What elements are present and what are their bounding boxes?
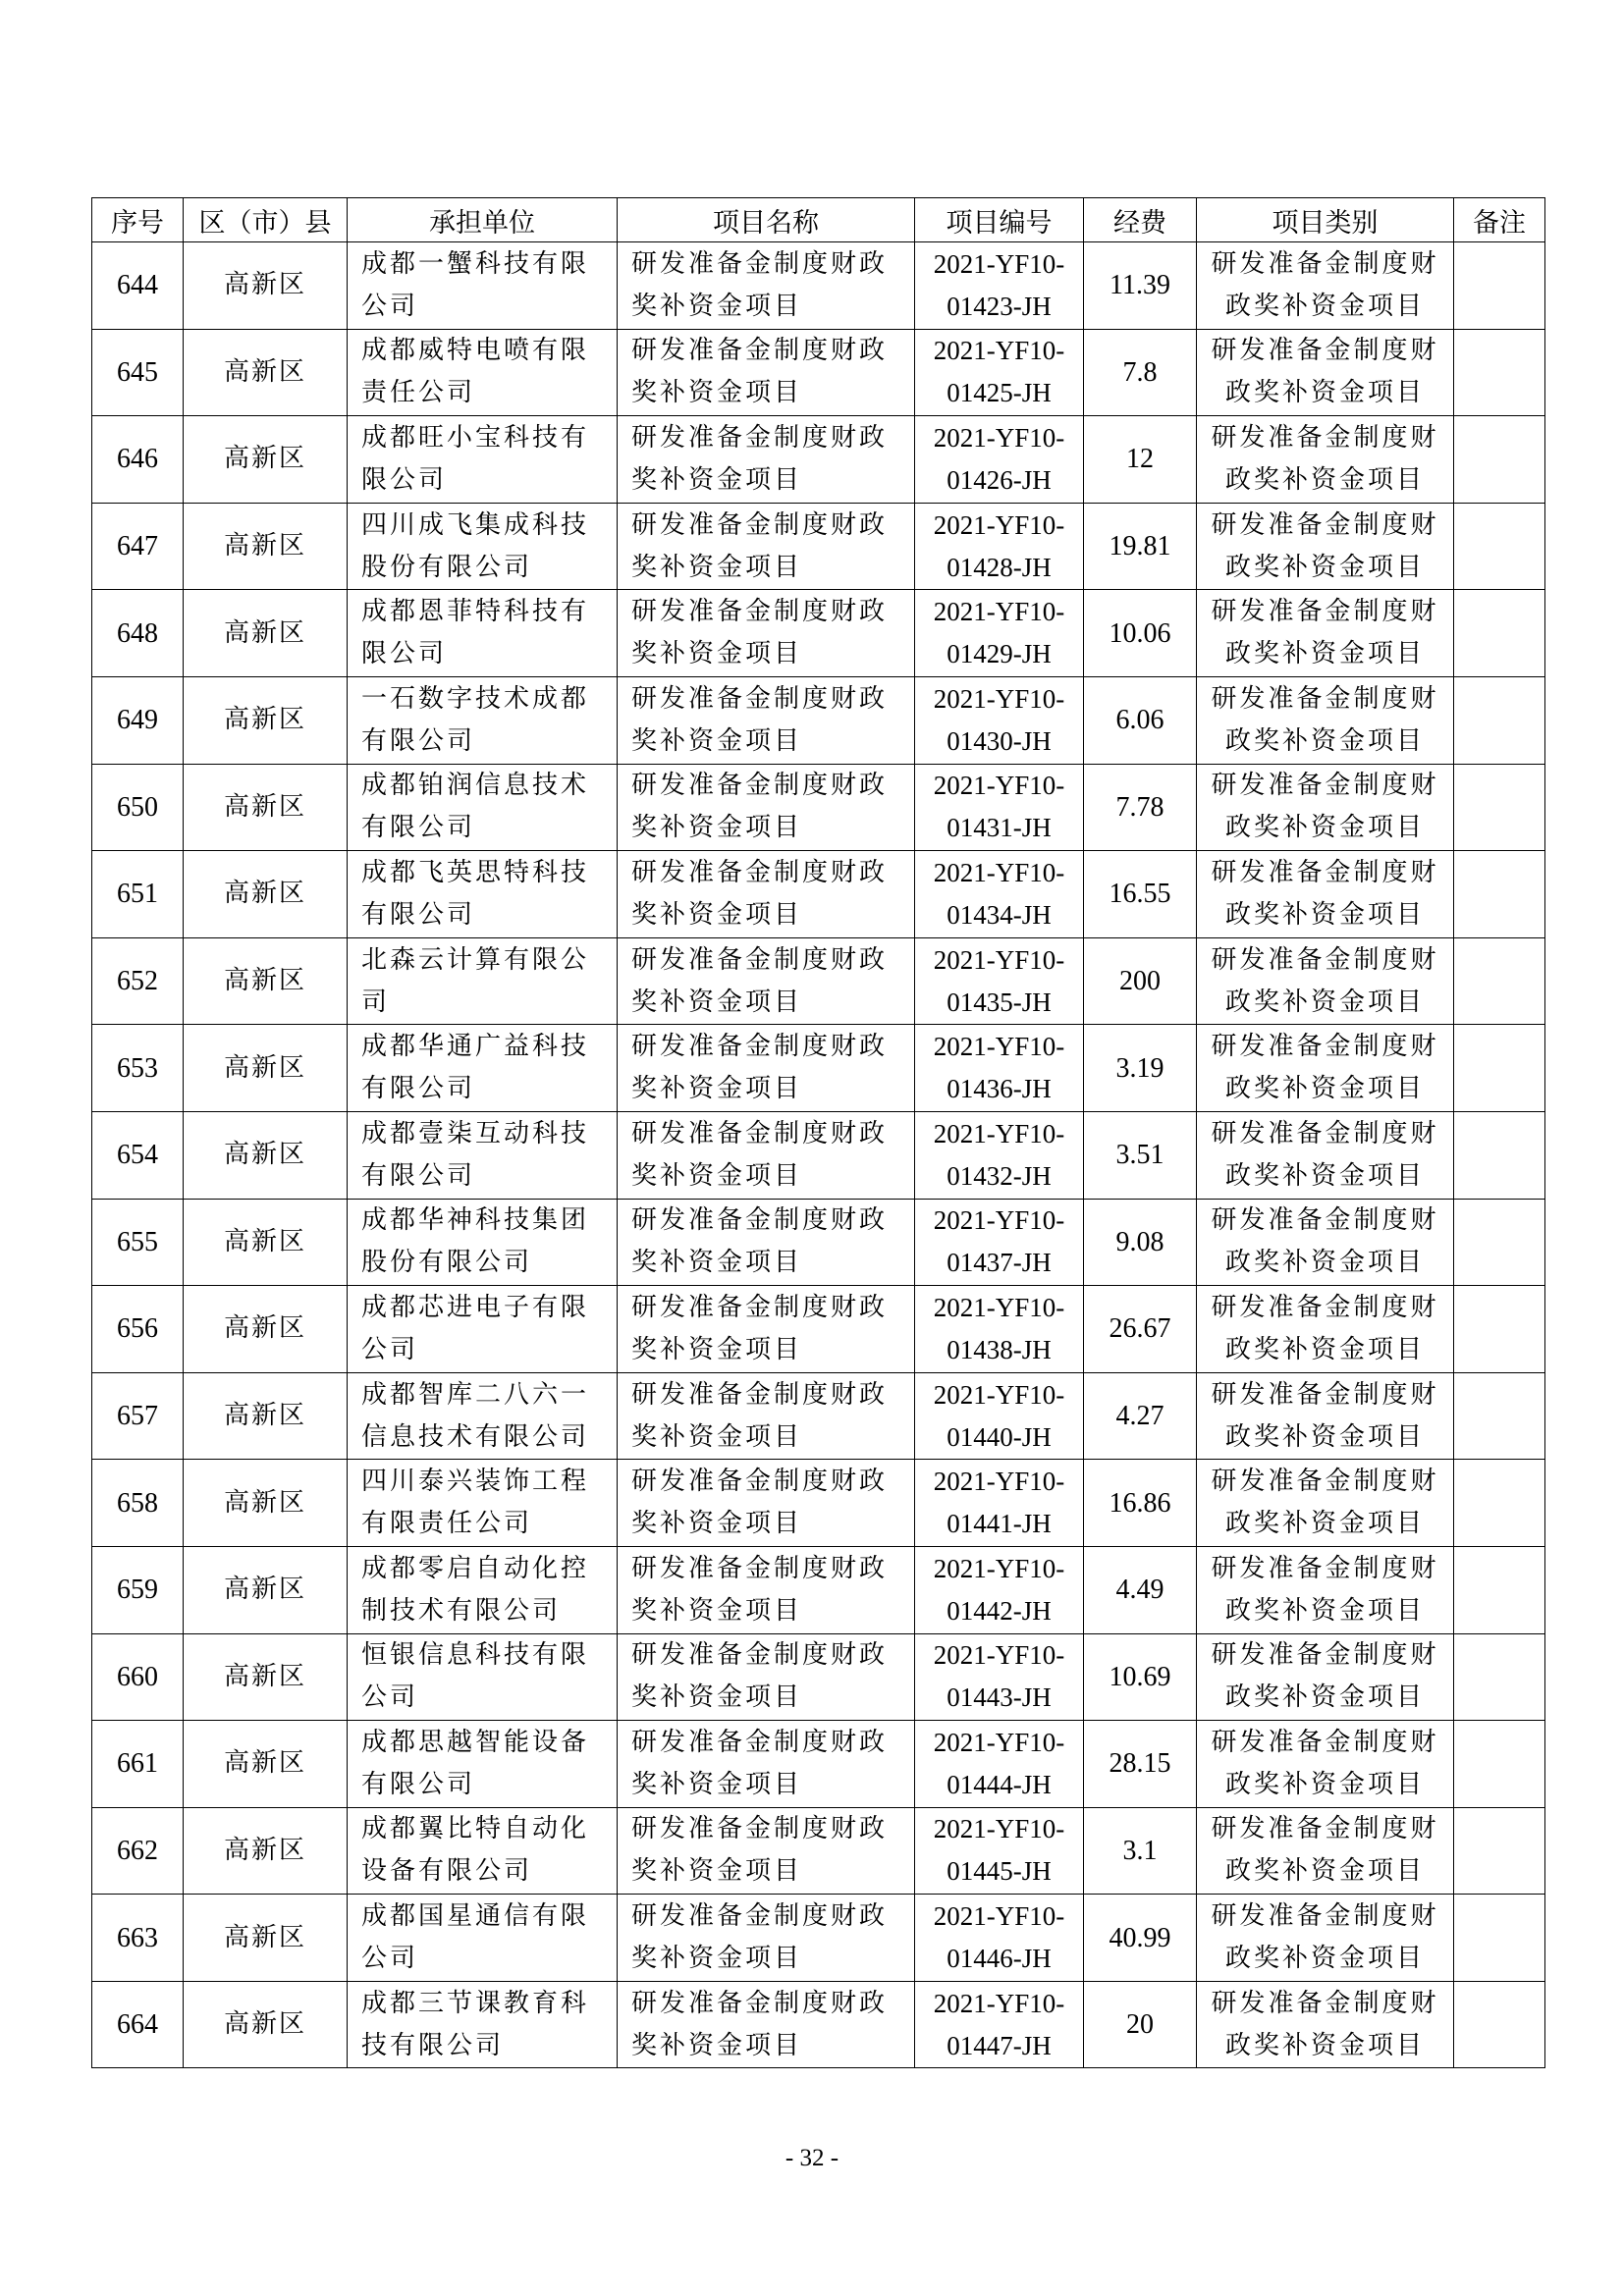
cell-category [1197, 1286, 1454, 1373]
cell-category [1197, 676, 1454, 764]
category-line-1: 研发准备金制度财 [1211, 422, 1439, 453]
cell-note [1454, 1372, 1545, 1460]
cell-project-name: 研发准备金制度财政奖补资金项目 [618, 1981, 915, 2068]
code-line-1: 2021-YF10- [933, 857, 1065, 887]
table-row [92, 1721, 1545, 1808]
cell-project-name: 研发准备金制度财政奖补资金项目 [618, 1721, 915, 1808]
cell-unit: 成都翼比特自动化设备有限公司 [348, 1807, 618, 1895]
category-line-2: 政奖补资金项目 [1224, 725, 1425, 756]
table-row [92, 764, 1545, 851]
cell-project-name: 研发准备金制度财政奖补资金项目 [618, 1286, 915, 1373]
header-district: 区（市）县 [184, 198, 348, 242]
category-line-1: 研发准备金制度财 [1211, 771, 1439, 801]
table-row [92, 590, 1545, 677]
cell-fee: 4.27 [1084, 1372, 1197, 1460]
cell-category [1197, 1025, 1454, 1112]
category-line-2: 政奖补资金项目 [1224, 899, 1425, 930]
cell-project-name: 研发准备金制度财政奖补资金项目 [618, 1895, 915, 1982]
category-line-1: 研发准备金制度财 [1211, 509, 1439, 540]
cell-note [1454, 590, 1545, 677]
cell-unit: 成都威特电喷有限责任公司 [348, 329, 618, 416]
cell-index: 654 [92, 1111, 184, 1199]
cell-unit: 四川成飞集成科技股份有限公司 [348, 503, 618, 590]
category-line-2: 政奖补资金项目 [1224, 813, 1425, 843]
cell-project-code [915, 1981, 1084, 2068]
cell-project-name: 研发准备金制度财政奖补资金项目 [618, 1633, 915, 1721]
cell-fee: 10.06 [1084, 590, 1197, 677]
category-line-1: 研发准备金制度财 [1211, 1901, 1439, 1932]
cell-note [1454, 1807, 1545, 1895]
code-line-1: 2021-YF10- [933, 422, 1065, 453]
category-line-2: 政奖补资金项目 [1224, 378, 1425, 408]
cell-district: 高新区 [184, 503, 348, 590]
code-line-2: 01447-JH [947, 2030, 1052, 2060]
cell-index: 647 [92, 503, 184, 590]
cell-index: 648 [92, 590, 184, 677]
cell-unit: 成都国星通信有限公司 [348, 1895, 618, 1982]
cell-category [1197, 1460, 1454, 1547]
cell-index: 657 [92, 1372, 184, 1460]
code-line-1: 2021-YF10- [933, 1814, 1065, 1844]
category-line-1: 研发准备金制度财 [1211, 1640, 1439, 1671]
cell-index: 662 [92, 1807, 184, 1895]
cell-fee: 9.08 [1084, 1199, 1197, 1286]
cell-index: 655 [92, 1199, 184, 1286]
cell-project-name: 研发准备金制度财政奖补资金项目 [618, 590, 915, 677]
cell-index: 656 [92, 1286, 184, 1373]
cell-project-code [915, 329, 1084, 416]
table-row [92, 1025, 1545, 1112]
cell-note [1454, 416, 1545, 504]
cell-note [1454, 1721, 1545, 1808]
table-row [92, 1546, 1545, 1633]
code-line-1: 2021-YF10- [933, 1727, 1065, 1757]
cell-project-code [915, 851, 1084, 938]
cell-unit: 一石数字技术成都有限公司 [348, 676, 618, 764]
cell-district: 高新区 [184, 764, 348, 851]
cell-note [1454, 503, 1545, 590]
code-line-1: 2021-YF10- [933, 336, 1065, 366]
cell-category [1197, 329, 1454, 416]
cell-index: 646 [92, 416, 184, 504]
cell-project-name: 研发准备金制度财政奖补资金项目 [618, 329, 915, 416]
cell-project-code [915, 1372, 1084, 1460]
table-row [92, 937, 1545, 1025]
category-line-2: 政奖补资金项目 [1224, 1248, 1425, 1278]
cell-project-code [915, 242, 1084, 330]
cell-unit: 成都铂润信息技术有限公司 [348, 764, 618, 851]
cell-category [1197, 1633, 1454, 1721]
cell-project-name: 研发准备金制度财政奖补资金项目 [618, 416, 915, 504]
cell-note [1454, 764, 1545, 851]
cell-index: 659 [92, 1546, 184, 1633]
code-line-2: 01444-JH [947, 1769, 1052, 1799]
code-line-2: 01435-JH [947, 987, 1052, 1017]
cell-district: 高新区 [184, 242, 348, 330]
table-body [92, 242, 1545, 2068]
cell-note [1454, 1633, 1545, 1721]
cell-project-code [915, 590, 1084, 677]
cell-district: 高新区 [184, 1895, 348, 1982]
code-line-1: 2021-YF10- [933, 248, 1065, 279]
category-line-2: 政奖补资金项目 [1224, 464, 1425, 495]
category-line-2: 政奖补资金项目 [1224, 1856, 1425, 1887]
cell-index: 658 [92, 1460, 184, 1547]
table-row [92, 1286, 1545, 1373]
cell-fee: 16.55 [1084, 851, 1197, 938]
code-line-2: 01434-JH [947, 899, 1052, 930]
cell-category [1197, 1372, 1454, 1460]
cell-project-code [915, 1895, 1084, 1982]
code-line-1: 2021-YF10- [933, 1553, 1065, 1583]
table-row [92, 1372, 1545, 1460]
category-line-1: 研发准备金制度财 [1211, 1553, 1439, 1583]
header-note: 备注 [1454, 198, 1545, 242]
category-line-2: 政奖补资金项目 [1224, 987, 1425, 1017]
code-line-1: 2021-YF10- [933, 683, 1065, 714]
table-row [92, 1633, 1545, 1721]
cell-note [1454, 851, 1545, 938]
category-line-1: 研发准备金制度财 [1211, 1118, 1439, 1148]
cell-project-name: 研发准备金制度财政奖补资金项目 [618, 1199, 915, 1286]
cell-note [1454, 1286, 1545, 1373]
code-line-2: 01436-JH [947, 1074, 1052, 1104]
cell-project-code [915, 503, 1084, 590]
cell-district: 高新区 [184, 1633, 348, 1721]
cell-unit: 成都华神科技集团股份有限公司 [348, 1199, 618, 1286]
table-row [92, 1807, 1545, 1895]
cell-district: 高新区 [184, 1286, 348, 1373]
table-row [92, 416, 1545, 504]
category-line-1: 研发准备金制度财 [1211, 1727, 1439, 1757]
category-line-2: 政奖补资金项目 [1224, 1595, 1425, 1626]
cell-unit: 成都恩菲特科技有限公司 [348, 590, 618, 677]
cell-unit: 成都芯进电子有限公司 [348, 1286, 618, 1373]
cell-unit: 北森云计算有限公司 [348, 937, 618, 1025]
code-line-1: 2021-YF10- [933, 1205, 1065, 1236]
cell-project-name: 研发准备金制度财政奖补资金项目 [618, 242, 915, 330]
header-fee: 经费 [1084, 198, 1197, 242]
cell-fee: 4.49 [1084, 1546, 1197, 1633]
cell-district: 高新区 [184, 851, 348, 938]
code-line-1: 2021-YF10- [933, 1292, 1065, 1322]
cell-unit: 恒银信息科技有限公司 [348, 1633, 618, 1721]
table-row [92, 242, 1545, 330]
category-line-2: 政奖补资金项目 [1224, 1682, 1425, 1713]
cell-project-code [915, 1546, 1084, 1633]
code-line-2: 01426-JH [947, 464, 1052, 495]
cell-note [1454, 1111, 1545, 1199]
category-line-1: 研发准备金制度财 [1211, 1467, 1439, 1497]
header-unit: 承担单位 [348, 198, 618, 242]
cell-fee: 3.1 [1084, 1807, 1197, 1895]
category-line-1: 研发准备金制度财 [1211, 597, 1439, 627]
code-line-2: 01445-JH [947, 1856, 1052, 1887]
cell-unit: 成都华通广益科技有限公司 [348, 1025, 618, 1112]
table-row [92, 1199, 1545, 1286]
category-line-2: 政奖补资金项目 [1224, 1160, 1425, 1191]
cell-note [1454, 1546, 1545, 1633]
code-line-1: 2021-YF10- [933, 1032, 1065, 1062]
table-row [92, 851, 1545, 938]
table-row [92, 676, 1545, 764]
category-line-1: 研发准备金制度财 [1211, 944, 1439, 975]
cell-fee: 7.8 [1084, 329, 1197, 416]
cell-project-name: 研发准备金制度财政奖补资金项目 [618, 1025, 915, 1112]
cell-district: 高新区 [184, 590, 348, 677]
cell-category [1197, 1721, 1454, 1808]
cell-category [1197, 1807, 1454, 1895]
category-line-2: 政奖补资金项目 [1224, 1944, 1425, 1974]
cell-unit: 四川泰兴装饰工程有限责任公司 [348, 1460, 618, 1547]
code-line-2: 01428-JH [947, 552, 1052, 582]
header-category: 项目类别 [1197, 198, 1454, 242]
cell-district: 高新区 [184, 1721, 348, 1808]
page-number: - 32 - [785, 2145, 839, 2171]
table-row [92, 1460, 1545, 1547]
cell-fee: 12 [1084, 416, 1197, 504]
cell-fee: 26.67 [1084, 1286, 1197, 1373]
cell-index: 663 [92, 1895, 184, 1982]
code-line-2: 01446-JH [947, 1944, 1052, 1974]
cell-index: 661 [92, 1721, 184, 1808]
cell-project-code [915, 1721, 1084, 1808]
cell-project-code [915, 1633, 1084, 1721]
cell-project-name: 研发准备金制度财政奖补资金项目 [618, 1460, 915, 1547]
cell-project-code [915, 1111, 1084, 1199]
cell-project-code [915, 764, 1084, 851]
cell-district: 高新区 [184, 416, 348, 504]
category-line-1: 研发准备金制度财 [1211, 1988, 1439, 2018]
project-table [91, 197, 1545, 2068]
cell-project-code [915, 1286, 1084, 1373]
cell-fee: 3.51 [1084, 1111, 1197, 1199]
cell-project-name: 研发准备金制度财政奖补资金项目 [618, 676, 915, 764]
category-line-2: 政奖补资金项目 [1224, 1509, 1425, 1539]
cell-district: 高新区 [184, 1199, 348, 1286]
cell-project-code [915, 937, 1084, 1025]
cell-note [1454, 1460, 1545, 1547]
cell-district: 高新区 [184, 1807, 348, 1895]
cell-index: 652 [92, 937, 184, 1025]
cell-project-name: 研发准备金制度财政奖补资金项目 [618, 1372, 915, 1460]
cell-category [1197, 1199, 1454, 1286]
cell-project-name: 研发准备金制度财政奖补资金项目 [618, 1546, 915, 1633]
category-line-2: 政奖补资金项目 [1224, 1074, 1425, 1104]
category-line-2: 政奖补资金项目 [1224, 2030, 1425, 2060]
cell-category [1197, 242, 1454, 330]
cell-index: 645 [92, 329, 184, 416]
cell-unit: 成都飞英思特科技有限公司 [348, 851, 618, 938]
cell-index: 649 [92, 676, 184, 764]
cell-project-code [915, 1807, 1084, 1895]
cell-note [1454, 1025, 1545, 1112]
cell-category [1197, 764, 1454, 851]
cell-fee: 11.39 [1084, 242, 1197, 330]
cell-category [1197, 1546, 1454, 1633]
cell-note [1454, 1199, 1545, 1286]
cell-category [1197, 937, 1454, 1025]
cell-project-code [915, 416, 1084, 504]
cell-category [1197, 851, 1454, 938]
category-line-2: 政奖补资金项目 [1224, 1769, 1425, 1799]
cell-index: 660 [92, 1633, 184, 1721]
cell-fee: 6.06 [1084, 676, 1197, 764]
cell-index: 653 [92, 1025, 184, 1112]
cell-note [1454, 1981, 1545, 2068]
header-index: 序号 [92, 198, 184, 242]
cell-fee: 3.19 [1084, 1025, 1197, 1112]
code-line-1: 2021-YF10- [933, 509, 1065, 540]
cell-district: 高新区 [184, 1025, 348, 1112]
category-line-2: 政奖补资金项目 [1224, 291, 1425, 321]
cell-district: 高新区 [184, 1546, 348, 1633]
code-line-1: 2021-YF10- [933, 1118, 1065, 1148]
code-line-1: 2021-YF10- [933, 944, 1065, 975]
cell-project-code [915, 1460, 1084, 1547]
code-line-1: 2021-YF10- [933, 1640, 1065, 1671]
table-row [92, 503, 1545, 590]
cell-index: 651 [92, 851, 184, 938]
cell-district: 高新区 [184, 1111, 348, 1199]
cell-unit: 成都一蟹科技有限公司 [348, 242, 618, 330]
cell-unit: 成都零启自动化控制技术有限公司 [348, 1546, 618, 1633]
cell-fee: 10.69 [1084, 1633, 1197, 1721]
code-line-2: 01441-JH [947, 1509, 1052, 1539]
code-line-2: 01430-JH [947, 725, 1052, 756]
category-line-1: 研发准备金制度财 [1211, 1292, 1439, 1322]
code-line-2: 01423-JH [947, 291, 1052, 321]
cell-unit: 成都三节课教育科技有限公司 [348, 1981, 618, 2068]
cell-district: 高新区 [184, 676, 348, 764]
cell-district: 高新区 [184, 937, 348, 1025]
cell-project-name: 研发准备金制度财政奖补资金项目 [618, 851, 915, 938]
cell-category [1197, 416, 1454, 504]
cell-project-name: 研发准备金制度财政奖补资金项目 [618, 1111, 915, 1199]
table-row [92, 1895, 1545, 1982]
cell-district: 高新区 [184, 1460, 348, 1547]
code-line-2: 01429-JH [947, 639, 1052, 669]
category-line-1: 研发准备金制度财 [1211, 1814, 1439, 1844]
cell-district: 高新区 [184, 1372, 348, 1460]
category-line-2: 政奖补资金项目 [1224, 1334, 1425, 1364]
category-line-1: 研发准备金制度财 [1211, 1032, 1439, 1062]
cell-category [1197, 590, 1454, 677]
category-line-1: 研发准备金制度财 [1211, 336, 1439, 366]
code-line-2: 01431-JH [947, 813, 1052, 843]
cell-unit: 成都旺小宝科技有限公司 [348, 416, 618, 504]
cell-fee: 40.99 [1084, 1895, 1197, 1982]
code-line-1: 2021-YF10- [933, 1901, 1065, 1932]
code-line-2: 01432-JH [947, 1160, 1052, 1191]
cell-category [1197, 1111, 1454, 1199]
table-row [92, 1111, 1545, 1199]
cell-category [1197, 503, 1454, 590]
cell-unit: 成都壹柒互动科技有限公司 [348, 1111, 618, 1199]
cell-index: 644 [92, 242, 184, 330]
code-line-1: 2021-YF10- [933, 1467, 1065, 1497]
table-row [92, 329, 1545, 416]
category-line-1: 研发准备金制度财 [1211, 857, 1439, 887]
category-line-2: 政奖补资金项目 [1224, 1421, 1425, 1452]
category-line-1: 研发准备金制度财 [1211, 1205, 1439, 1236]
cell-project-code [915, 676, 1084, 764]
cell-fee: 28.15 [1084, 1721, 1197, 1808]
code-line-1: 2021-YF10- [933, 1379, 1065, 1410]
table-header-row [92, 198, 1545, 242]
cell-category [1197, 1981, 1454, 2068]
cell-district: 高新区 [184, 329, 348, 416]
code-line-2: 01425-JH [947, 378, 1052, 408]
code-line-2: 01443-JH [947, 1682, 1052, 1713]
cell-unit: 成都智库二八六一信息技术有限公司 [348, 1372, 618, 1460]
cell-note [1454, 676, 1545, 764]
cell-unit: 成都思越智能设备有限公司 [348, 1721, 618, 1808]
code-line-2: 01442-JH [947, 1595, 1052, 1626]
cell-index: 664 [92, 1981, 184, 2068]
cell-project-name: 研发准备金制度财政奖补资金项目 [618, 1807, 915, 1895]
cell-project-name: 研发准备金制度财政奖补资金项目 [618, 937, 915, 1025]
cell-note [1454, 937, 1545, 1025]
code-line-1: 2021-YF10- [933, 597, 1065, 627]
cell-note [1454, 1895, 1545, 1982]
cell-project-name: 研发准备金制度财政奖补资金项目 [618, 503, 915, 590]
code-line-1: 2021-YF10- [933, 771, 1065, 801]
code-line-2: 01440-JH [947, 1421, 1052, 1452]
cell-index: 650 [92, 764, 184, 851]
cell-note [1454, 329, 1545, 416]
cell-category [1197, 1895, 1454, 1982]
cell-fee: 200 [1084, 937, 1197, 1025]
cell-project-code [915, 1025, 1084, 1112]
cell-project-name: 研发准备金制度财政奖补资金项目 [618, 764, 915, 851]
code-line-2: 01438-JH [947, 1334, 1052, 1364]
cell-fee: 16.86 [1084, 1460, 1197, 1547]
category-line-2: 政奖补资金项目 [1224, 552, 1425, 582]
table-row [92, 1981, 1545, 2068]
code-line-1: 2021-YF10- [933, 1988, 1065, 2018]
cell-fee: 20 [1084, 1981, 1197, 2068]
category-line-1: 研发准备金制度财 [1211, 1379, 1439, 1410]
cell-project-code [915, 1199, 1084, 1286]
cell-fee: 19.81 [1084, 503, 1197, 590]
category-line-1: 研发准备金制度财 [1211, 683, 1439, 714]
category-line-1: 研发准备金制度财 [1211, 248, 1439, 279]
header-project-code: 项目编号 [915, 198, 1084, 242]
code-line-2: 01437-JH [947, 1248, 1052, 1278]
cell-district: 高新区 [184, 1981, 348, 2068]
cell-fee: 7.78 [1084, 764, 1197, 851]
category-line-2: 政奖补资金项目 [1224, 639, 1425, 669]
header-project-name: 项目名称 [618, 198, 915, 242]
cell-note [1454, 242, 1545, 330]
